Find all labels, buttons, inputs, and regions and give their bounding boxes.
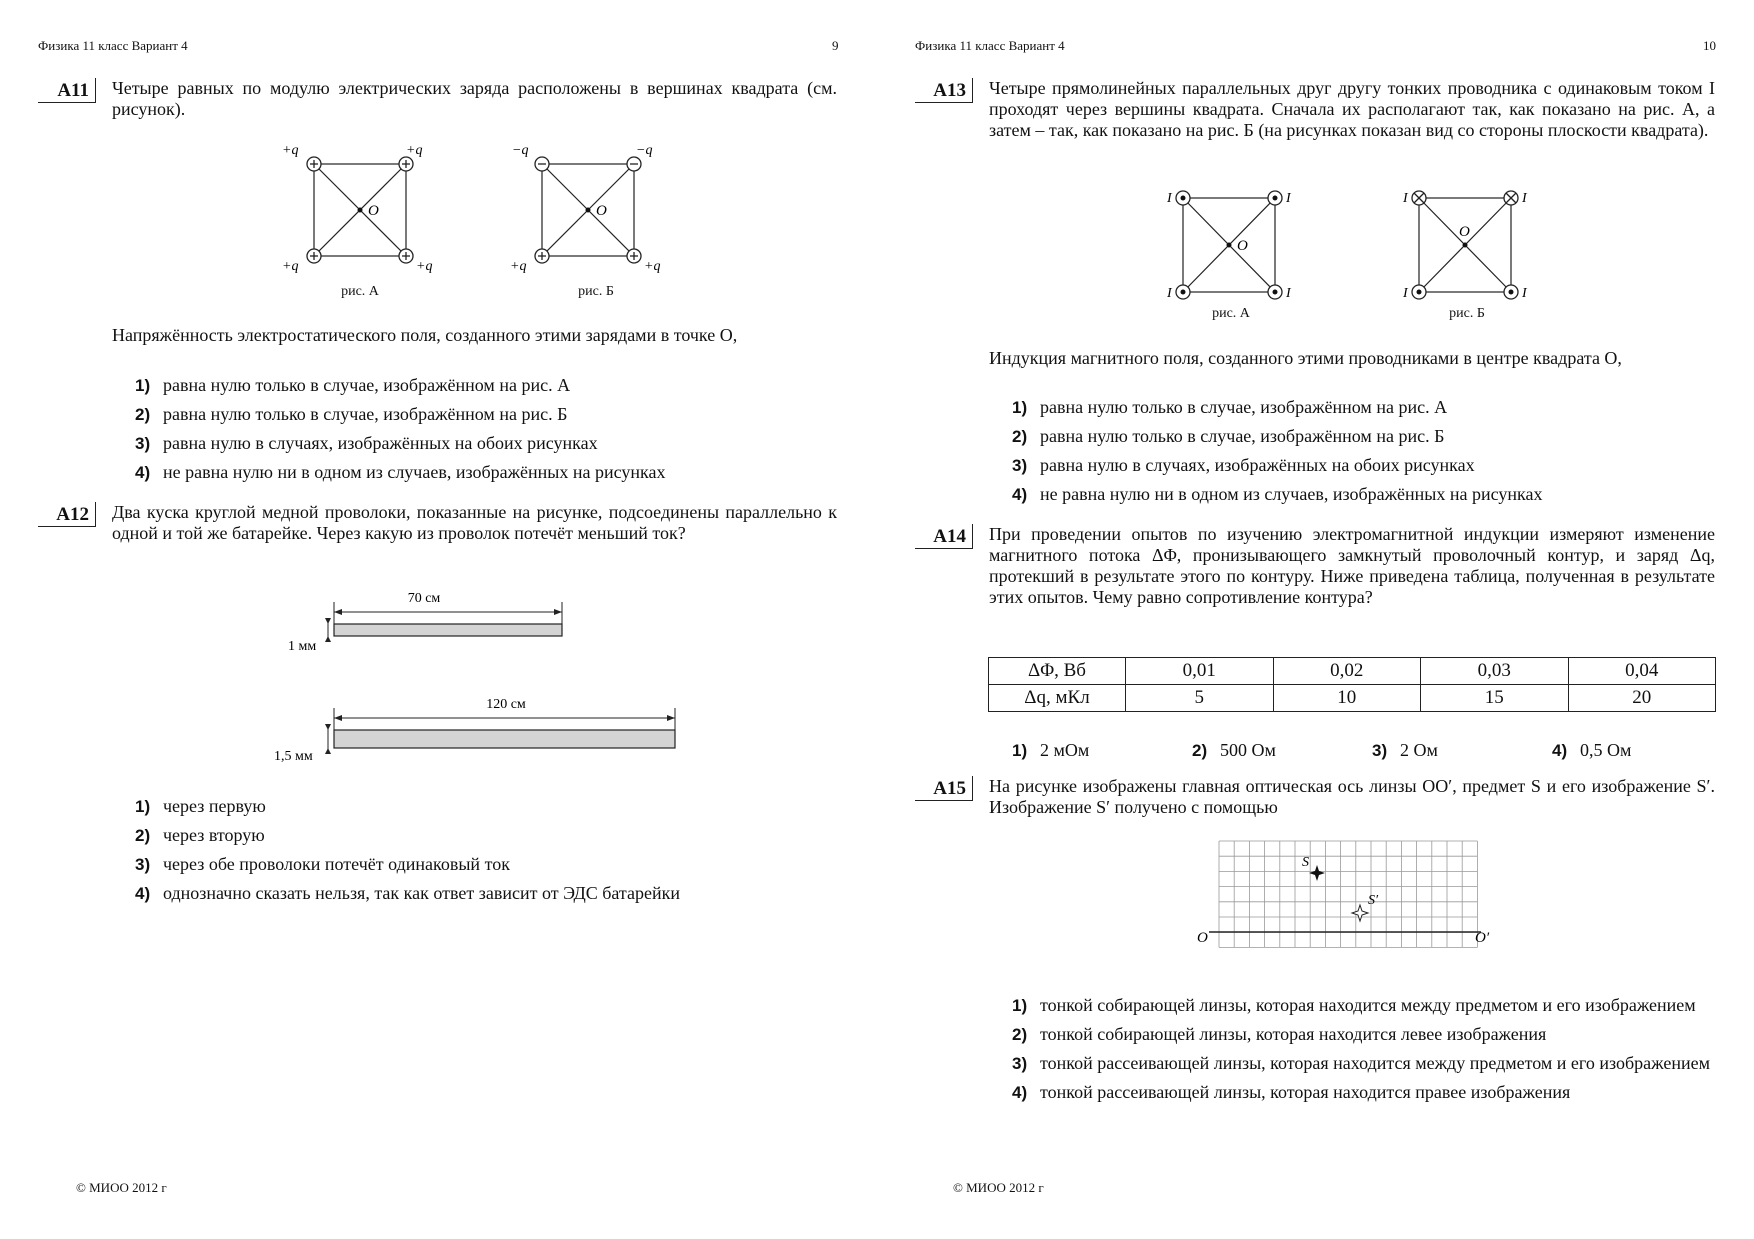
object-point-icon <box>1309 865 1325 881</box>
answer-option[interactable]: 1) через первую <box>135 796 266 816</box>
charge-label: +q <box>282 259 299 274</box>
question-label-a14: А14 <box>915 524 973 549</box>
table-cell: 0,01 <box>1126 658 1274 685</box>
table-row <box>989 685 1716 712</box>
data-table <box>988 657 1716 712</box>
center-point-label: O <box>368 203 379 219</box>
wire2-length-label: 120 см <box>486 697 526 712</box>
answer-option[interactable]: 4) не равна нулю ни в одном из случаев, изображённых на рисунках <box>1012 484 1543 504</box>
object-label: S <box>1302 855 1309 870</box>
center-point-label: O <box>1237 238 1248 254</box>
answer-option[interactable]: 2) тонкой собирающей линзы, которая находится левее изображения <box>1012 1024 1547 1044</box>
answer-option[interactable]: 3) через обе проволоки потечёт одинаковый ток <box>135 854 510 874</box>
table-cell: 5 <box>1126 685 1274 712</box>
answer-options-a15 <box>1012 995 1722 1111</box>
table-cell: 15 <box>1421 685 1569 712</box>
page-number: 9 <box>832 38 839 53</box>
table-row <box>989 658 1716 685</box>
axis-left-label: O <box>1197 930 1208 946</box>
charge-label: +q <box>406 143 423 158</box>
figure-conductors-b <box>1391 180 1541 305</box>
answer-option[interactable]: 4) не равна нулю ни в одном из случаев, изображённых на рисунках <box>135 462 666 482</box>
current-label: I <box>1403 191 1408 206</box>
table-cell: 0,04 <box>1568 658 1716 685</box>
center-point-label: O <box>1459 224 1470 240</box>
wire-1 <box>334 624 562 636</box>
figure-charges-a <box>276 140 456 275</box>
center-point-label: O <box>596 203 607 219</box>
image-label: S′ <box>1368 893 1379 908</box>
current-label: I <box>1522 191 1527 206</box>
charge-label: +q <box>282 143 299 158</box>
question-label-a15: А15 <box>915 776 973 801</box>
current-label: I <box>1522 286 1527 301</box>
wire1-diameter-label: 1 мм <box>288 639 317 654</box>
answer-option[interactable]: 1) равна нулю только в случае, изображённом на рис. А <box>1012 397 1448 417</box>
answer-option[interactable]: 1) 2 мОм <box>1012 740 1090 760</box>
answer-option[interactable]: 4) тонкой рассеивающей линзы, которая находится правее изображения <box>1012 1082 1571 1102</box>
page-footer: © МИОО 2012 г <box>953 1180 1044 1195</box>
wire-2 <box>334 730 675 748</box>
figure-caption-b: рис. Б <box>1449 306 1485 321</box>
question-label-a12: А12 <box>38 502 96 527</box>
page-header: Физика 11 класс Вариант 4 <box>915 38 1065 53</box>
wire2-diameter-label: 1,5 мм <box>274 749 313 764</box>
charge-label: +q <box>416 259 433 274</box>
current-label: I <box>1286 191 1291 206</box>
figure-caption-a: рис. А <box>1212 306 1250 321</box>
page-header: Физика 11 класс Вариант 4 <box>38 38 188 53</box>
question-text-a14: При проведении опытов по изучению электромагнитной индукции измеряют изменение магнитного потока ΔΦ, пронизывающего замкнутый проволочный контур, и заряд Δq, протекший в результате этого по контуру. Ниже приведена таблица, полученная в результате этих опытов. Чему равно сопротивление контура? <box>989 524 1715 607</box>
figure-caption-b: рис. Б <box>578 284 614 299</box>
answer-option[interactable]: 3) равна нулю в случаях, изображённых на обоих рисунках <box>135 433 598 453</box>
right-page <box>877 0 1754 1239</box>
page-number: 10 <box>1703 38 1716 53</box>
figure-caption-a: рис. А <box>341 284 379 299</box>
charge-label: +q <box>510 259 527 274</box>
answer-option[interactable]: 3) равна нулю в случаях, изображённых на обоих рисунках <box>1012 455 1475 475</box>
charge-label: −q <box>636 143 653 158</box>
axis-right-label: O′ <box>1475 930 1490 946</box>
page-footer: © МИОО 2012 г <box>76 1180 167 1195</box>
figure-charges-b <box>504 140 684 275</box>
table-cell: ΔΦ, Вб <box>989 658 1126 685</box>
answer-option[interactable]: 1) тонкой собирающей линзы, которая находится между предметом и его изображением <box>1012 995 1696 1015</box>
question-label-a13: А13 <box>915 78 973 103</box>
answer-option[interactable]: 4) 0,5 Ом <box>1552 740 1632 760</box>
answer-option[interactable]: 4) однозначно сказать нельзя, так как ответ зависит от ЭДС батарейки <box>135 883 680 903</box>
current-label: I <box>1167 191 1172 206</box>
current-label: I <box>1403 286 1408 301</box>
question-stem-a11: Напряжённость электростатического поля, созданного этими зарядами в точке O, <box>112 325 738 345</box>
table-cell: 0,03 <box>1421 658 1569 685</box>
table-cell: 20 <box>1568 685 1716 712</box>
table-cell: 10 <box>1273 685 1421 712</box>
figure-lens-grid <box>1195 836 1495 976</box>
answer-option[interactable]: 2) равна нулю только в случае, изображённом на рис. Б <box>1012 426 1445 446</box>
answer-options-a13 <box>1012 397 1722 513</box>
answer-options-a11 <box>135 375 845 491</box>
current-label: I <box>1167 286 1172 301</box>
answer-option[interactable]: 3) 2 Ом <box>1372 740 1438 760</box>
answer-option[interactable]: 1) равна нулю только в случае, изображённом на рис. А <box>135 375 571 395</box>
question-stem-a13: Индукция магнитного поля, созданного этими проводниками в центре квадрата O, <box>989 348 1622 368</box>
question-label-a11: А11 <box>38 78 96 103</box>
figure-wires <box>270 580 690 770</box>
answer-options-a12 <box>135 796 845 912</box>
question-text-a15: На рисунке изображены главная оптическая ось линзы OO′, предмет S и его изображение S′. Изображение S′ получено с помощью <box>989 776 1715 817</box>
answer-option[interactable]: 2) через вторую <box>135 825 265 845</box>
table-cell: 0,02 <box>1273 658 1421 685</box>
figure-conductors-a <box>1155 180 1305 305</box>
answer-option[interactable]: 2) равна нулю только в случае, изображённом на рис. Б <box>135 404 568 424</box>
current-label: I <box>1286 286 1291 301</box>
table-cell: Δq, мКл <box>989 685 1126 712</box>
answer-options-a14 <box>1012 740 1722 761</box>
question-text-a13: Четыре прямолинейных параллельных друг другу тонких проводника с одинаковым током I проходят через вершины квадрата. Сначала их располагают так, как показано на рис. А, а затем – так, как показано на рис. Б (на рисунках показан вид со стороны плоскости квадрата). <box>989 78 1715 140</box>
question-text-a11: Четыре равных по модулю электрических заряда расположены в вершинах квадрата (см. рисунок). <box>112 78 837 119</box>
wire1-length-label: 70 см <box>407 591 441 606</box>
image-point-icon <box>1352 905 1368 921</box>
charge-label: +q <box>644 259 661 274</box>
question-text-a12: Два куска круглой медной проволоки, показанные на рисунке, подсоединены параллельно к одной и той же батарейке. Через какую из проволок потечёт меньший ток? <box>112 502 837 543</box>
charge-label: −q <box>512 143 529 158</box>
answer-option[interactable]: 2) 500 Ом <box>1192 740 1276 760</box>
answer-option[interactable]: 3) тонкой рассеивающей линзы, которая находится между предметом и его изображением <box>1012 1053 1710 1073</box>
